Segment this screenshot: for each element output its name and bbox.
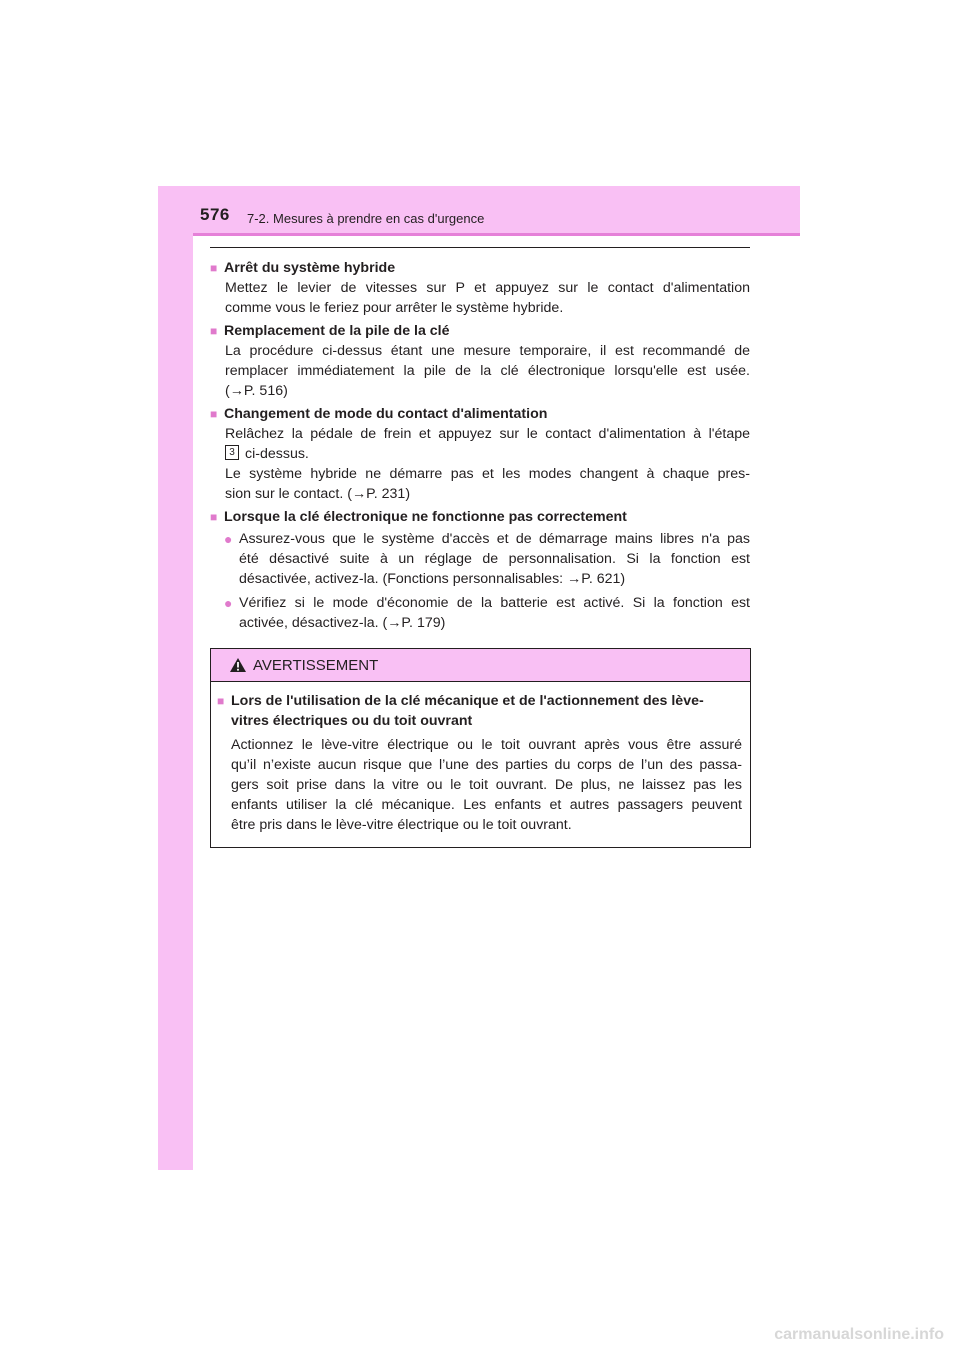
warning-label: AVERTISSEMENT [253, 656, 379, 674]
round-bullet-icon: ● [224, 531, 233, 547]
round-bullet-icon: ● [224, 595, 233, 611]
square-bullet-icon: ■ [210, 407, 218, 421]
warning-line: enfants utiliser la clé mécanique. Les enfants et autres passagers peuvent [231, 797, 742, 813]
square-bullet-icon: ■ [210, 510, 218, 524]
bullet-line: Assurez-vous que le système d'accès et de démarrage mains libres n'a pas [239, 531, 750, 547]
main-content [210, 247, 750, 637]
note-line: remplacer immédiatement la pile de la clé électronique lorsqu'elle est usée. [225, 363, 750, 379]
warning-box [210, 648, 751, 848]
bullet-line: activée, désactivez-la. (→P. 179) [239, 615, 446, 631]
note-line: sion sur le contact. (→P. 231) [225, 486, 411, 502]
bullet-line: Vérifiez si le mode d'économie de la batterie est activé. Si la fonction est [239, 595, 750, 611]
note-title: Changement de mode du contact d'alimentation [224, 406, 548, 422]
note-line: ci-dessus. [245, 446, 309, 462]
warning-line: être pris dans le lève-vitre électrique ou le toit ouvrant. [231, 817, 572, 833]
list-item [210, 593, 750, 633]
note-line: La procédure ci-dessus étant une mesure temporaire, il est recommandé de [225, 343, 750, 359]
warning-title-line: vitres électriques ou du toit ouvrant [231, 713, 473, 729]
note-line: Le système hybride ne démarre pas et les modes changent à chaque pres- [225, 466, 750, 482]
note-line: Mettez le levier de vitesses sur P et appuyez sur le contact d'alimentation [225, 280, 750, 296]
note-line: comme vous le feriez pour arrêter le système hybride. [225, 300, 564, 316]
warning-line: Actionnez le lève-vitre électrique ou le toit ouvrant après vous être assuré [231, 737, 742, 753]
bullet-line: été désactivé suite à un réglage de personnalisation. Si la fonction est [239, 551, 750, 567]
note-line: Relâchez la pédale de frein et appuyez sur le contact d'alimentation à l'étape [225, 426, 750, 442]
step-number-box: 3 [225, 445, 239, 460]
note-title: Lorsque la clé électronique ne fonctionne pas correctement [224, 509, 627, 525]
list-item [210, 529, 750, 589]
warning-line: qu’il n’existe aucun risque que l’une des parties du corps de l’un des passa- [231, 757, 742, 773]
warning-header [211, 649, 750, 682]
warning-title-line: Lors de l'utilisation de la clé mécanique et de l'actionnement des lève- [231, 693, 704, 709]
warning-triangle-icon [229, 657, 247, 673]
bullet-line: désactivée, activez-la. (Fonctions personnalisables: →P. 621) [239, 571, 626, 587]
note-title: Arrêt du système hybride [224, 260, 396, 276]
note-changement-mode [210, 404, 750, 504]
square-bullet-icon: ■ [217, 694, 225, 708]
side-tab-strip [158, 186, 193, 1170]
square-bullet-icon: ■ [210, 324, 218, 338]
page-number: 576 [200, 205, 230, 224]
note-title: Remplacement de la pile de la clé [224, 323, 450, 339]
footer-watermark: carmanualsonline.info [774, 1326, 944, 1343]
page-reference: (→P. 516) [225, 383, 288, 399]
note-cle-ne-fonctionne-pas [210, 507, 750, 633]
warning-line: gers soit prise dans la vitre ou le toit ouvrant. De plus, ne laissez pas les [231, 777, 742, 793]
note-arret-systeme [210, 258, 750, 318]
note-remplacement-pile [210, 321, 750, 401]
square-bullet-icon: ■ [210, 261, 218, 275]
section-title: 7-2. Mesures à prendre en cas d'urgence [247, 211, 485, 226]
